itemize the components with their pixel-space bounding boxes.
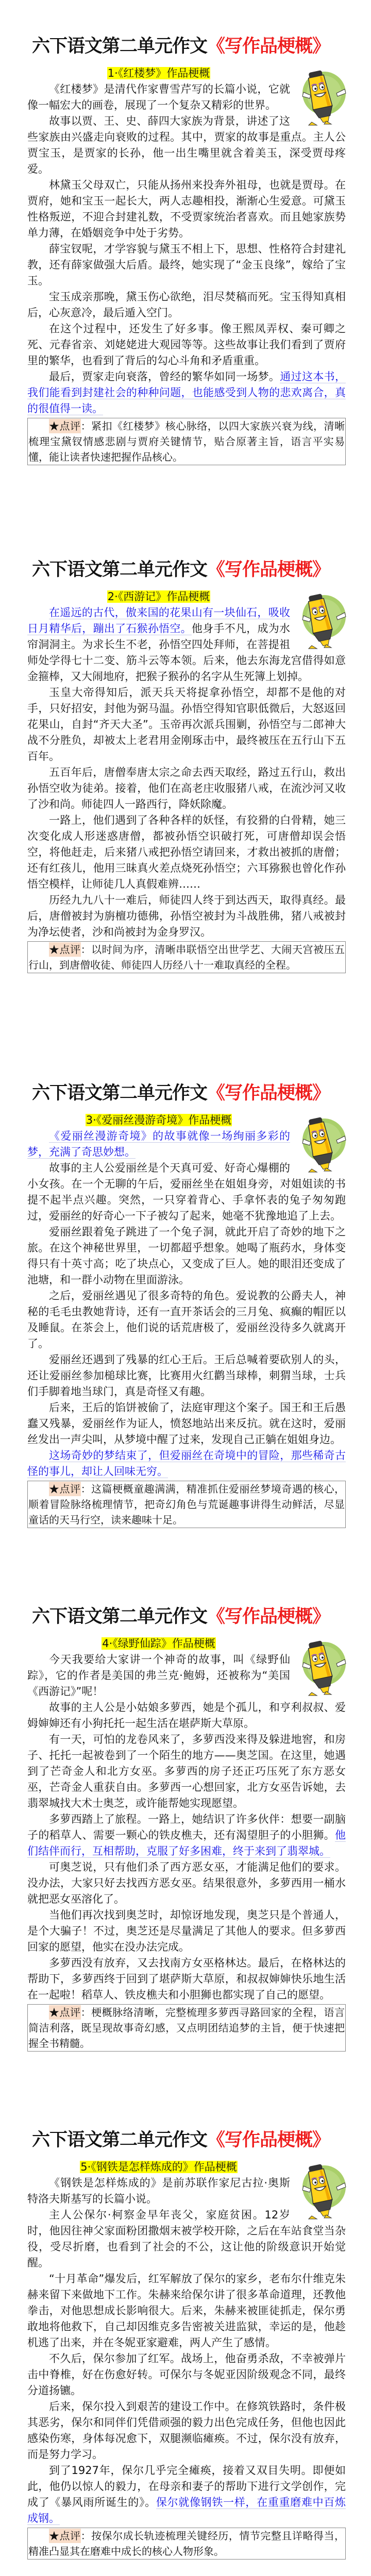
paragraph	[27, 321, 346, 369]
body-text: 后来，保尔投入到艰苦的建设工作中。在修筑铁路时，条件极其恶劣，保尔和同伴们凭借顽强的毅力出色完成任务，但他也因此感染伤寒，身体每况愈下，双腿濒临瘫痪。不过，保尔没有放弃，而是努力学习。	[27, 2400, 346, 2461]
paragraph	[27, 241, 346, 289]
paragraph	[27, 1955, 346, 2003]
summary-section	[0, 2094, 371, 2575]
emphasis-text: 这场奇妙的梦结束了，但爱丽丝在奇境中的冒险，那些稀奇古怪的事儿，却让人回味无穷。	[27, 1449, 346, 1478]
title-red: 《写作品梗概》	[207, 1083, 330, 1104]
body-text: 故事的主人公爱丽丝是个天真可爱、好奇心爆棚的小女孩。在一个无聊的午后，爱丽丝坐在姐姐身旁，对姐姐读的书提不起半点兴趣。突然，一只穿着背心、手拿怀表的兔子匆匆跑过，爱丽丝的好奇心一下子被勾了起来，她毫不犹豫地追了上去。	[27, 1162, 346, 1222]
comment-label: ★点评	[49, 2006, 81, 2019]
paragraph	[27, 685, 346, 765]
body-text: 爱丽丝跟着兔子跳进了一个兔子洞，就此开启了奇妙的地下之旅。在这个神秘世界里，一切都超乎想象。她喝了瓶药水，身体变得只有十英寸高；吃了块点心，又变成了巨人。她的眼泪还变成了池塘，和一群小动物在里面游泳。	[27, 1226, 346, 1286]
body-text: 不久后，保尔参加了红军。战场上，他奋勇杀敌，不幸被弹片击中脊椎，好在伤愈好转。可保尔与冬妮亚因阶级观念不同，最终分道扬镳。	[27, 2352, 346, 2397]
page-title	[0, 1083, 371, 1104]
comment-label: ★点评	[49, 420, 81, 432]
page-title	[0, 560, 371, 580]
comment-box	[27, 1481, 346, 1528]
title-black: 六下语文第二单元作文	[31, 1606, 207, 1627]
paragraph	[27, 1700, 346, 1732]
comment-colon: ：	[80, 2006, 92, 2019]
body-text: 玉皇大帝得知后，派天兵天将捉拿孙悟空，却都不是他的对手，只好招安，封他为弼马温。孙悟空得知官职低微后，大怒返回花果山，自封“齐天大圣”。玉帝再次派兵围剿，孙悟空与二郎神大战不分胜负，却被太上老君用金刚琢击中，最终被压在五行山下五百年。	[27, 686, 346, 762]
paragraph	[27, 1859, 346, 1907]
body-text: 最后，贾家走向衰落，曾经的繁华如同一场梦。	[49, 370, 280, 383]
body-text: 可奥芝说，只有他们杀了西方恶女巫，才能满足他们的要求。没办法，大家只好去找西方恶女巫。结果很意外，多萝西用一桶水就把恶女巫溶化了。	[27, 1861, 346, 1905]
highlighter-mascot-icon	[296, 590, 348, 651]
comment-label: ★点评	[49, 943, 81, 956]
subtitle-text: 2·《西游记》作品梗概	[107, 590, 210, 603]
paragraph	[27, 1288, 346, 1352]
title-red: 《写作品梗概》	[207, 1606, 330, 1627]
comment-colon: ：	[80, 420, 92, 432]
comment-text: 紧扣《红楼梦》核心脉络，以四大家族兴衰为线，清晰梳理宝黛钗情感悲剧与贾府关键情节，贴合原著主旨，语言平实易懂，能让读者快速把握作品核心。	[28, 420, 345, 463]
summary-section	[0, 523, 371, 1047]
body-text: 爱丽丝还遇到了残暴的红心王后。王后总喊着要砍别人的头，还让爱丽丝参加槌球比赛，比赛用火红鹳当球棒，刺猬当球，士兵们手脚着地当球门，真是奇怪又有趣。	[27, 1353, 346, 1398]
emphasis-text: 《爱丽丝漫游奇境》的故事就像一场绚丽多彩的梦，充满了奇思妙想。	[27, 1130, 290, 1158]
paragraph	[27, 1811, 346, 1859]
paragraph	[27, 2351, 346, 2399]
body-text: 多萝西踏上了旅程。一路上，她结识了许多伙伴：想要一副脑子的稻草人、需要一颗心的铁皮樵夫，还有渴望胆子的小胆狮。	[27, 1813, 346, 1841]
highlighter-mascot-icon	[296, 1113, 348, 1174]
highlighter-mascot-icon	[296, 66, 348, 127]
paragraph	[27, 765, 346, 812]
comment-colon: ：	[80, 2530, 92, 2542]
summary-section	[0, 1047, 371, 1570]
body-text: 后来，王后的馅饼被偷了，法庭审理这个案子。国王和王后愚蠢又残暴，爱丽丝作为证人，愤怒地站出来反抗。就在这时，爱丽丝发出一声尖叫，从梦境中醒了过来，发现自己正躺在姐姐身边。	[27, 1401, 346, 1446]
title-black: 六下语文第二单元作文	[31, 2130, 207, 2150]
title-black: 六下语文第二单元作文	[31, 560, 207, 580]
comment-box	[27, 2528, 346, 2560]
title-black: 六下语文第二单元作文	[31, 36, 207, 57]
comment-box	[27, 2004, 346, 2052]
section-content	[27, 2159, 346, 2560]
paragraph	[27, 2271, 346, 2351]
paragraph	[27, 1352, 346, 1400]
title-black: 六下语文第二单元作文	[31, 1083, 207, 1104]
paragraph	[27, 1400, 346, 1448]
page-title	[0, 1606, 371, 1627]
title-red: 《写作品梗概》	[207, 560, 330, 580]
paragraph	[27, 177, 346, 241]
subtitle-text: 1·《红楼梦》作品梗概	[107, 67, 210, 79]
paragraph	[27, 1732, 346, 1811]
summary-section	[0, 0, 371, 523]
emphasis-text: 他们结伴而行，互相帮助，克服了好多困难，终于来到了翡翠城。	[27, 1829, 346, 1857]
body-text: 主人公保尔·柯察金早年丧父，家庭贫困。12岁时，他因往神父家面粉团撒烟末被学校开除，之后在车站食堂当杂役，受尽折磨，也看到了社会的不公，这让他的阶级意识开始觉醒。	[27, 2209, 346, 2269]
highlighter-mascot-icon	[296, 2160, 348, 2221]
summary-section	[0, 1570, 371, 2094]
emphasis-text: 通过这本书，我们能看到封建社会的种种问题，也能感受到人物的悲欢离合，真的很值得一读。	[27, 370, 346, 415]
body-text: 之后，爱丽丝遇见了很多奇特的角色。爱说教的公爵夫人，神秘的毛毛虫教她背诗，还有一直开茶话会的三月兔、疯癫的帽匠以及睡鼠。在茶会上，他们说的话荒唐极了，爱丽丝没待多久就离开了。	[27, 1290, 346, 1350]
subtitle-text: 3·《爱丽丝漫游奇境》作品梗概	[86, 1114, 232, 1126]
body-text: 《钢铁是怎样炼成的》是前苏联作家尼古拉·奥斯特洛夫斯基写的长篇小说。	[27, 2177, 290, 2205]
comment-text: 以时间为序，清晰串联悟空出世学艺、大闹天宫被压五行山，到唐僧收徒、师徒四人历经八十一难取真经的全程。	[28, 943, 345, 971]
paragraph	[27, 1224, 346, 1288]
subtitle-text: 5·《钢铁是怎样炼成的》作品梗概	[80, 2161, 237, 2173]
page-title	[0, 2130, 371, 2150]
body-text: 故事以贾、王、史、薛四大家族为背景，讲述了这些家族由兴盛走向衰败的过程。其中，贾家的故事是重点。主人公贾宝玉，是贾家的长孙，他一出生嘴里就含着美玉，深受贾母疼爱。	[27, 115, 346, 175]
comment-label: ★点评	[49, 2530, 81, 2542]
emphasis-text: 保尔就像钢铁一样，在重重磨难中百炼成钢。	[27, 2496, 346, 2524]
comment-text: 梗概脉络清晰，完整梳理多萝西寻路回家的全程，语言简洁利落，既呈现故事奇幻感，又点明团结追梦的主旨，便于快速把握全书精髓。	[28, 2006, 345, 2049]
comment-label: ★点评	[49, 1483, 81, 1495]
body-text: 宝玉成亲那晚，黛玉伤心欲绝，泪尽焚稿而死。宝玉得知真相后，心灰意冷，最后遁入空门。	[27, 291, 346, 319]
body-text: 有一天，可怕的龙卷风来了，多萝西没来得及躲进地窖，和房子、托托一起被卷到了一个陌生的地方——奥芝国。在这里，她遇到了芒奇金人和北方女巫。多萝西的房子还正巧压死了东方恶女巫，芒奇金人重获自由。多萝西一心想回家，北方女巫告诉她，去翡翠城找大术士奥芝，或许能帮她实现愿望。	[27, 1733, 346, 1809]
body-text: 五百年后，唐僧奉唐太宗之命去西天取经，路过五行山，救出孙悟空收为徒弟。接着，他们在高老庄收服猪八戒，在流沙河又收了沙和尚。师徒四人一路西行，降妖除魔。	[27, 766, 346, 810]
body-text: 到了1927年，保尔几乎完全瘫痪，接着又双目失明。即便如此，他仍以惊人的毅力，在母亲和妻子的帮助下进行文学创作，完成了《暴风雨所诞生的》。	[27, 2464, 346, 2509]
body-text: 一路上，他们遇到了各种各样的妖怪，有狡猾的白骨精，她三次变化成人形迷惑唐僧，都被孙悟空识破打死，可唐僧却误会悟空，将他赶走，后来猪八戒把孙悟空请回来，才救出被抓的唐僧；还有红孩儿，他用三昧真火差点烧死孙悟空；六耳猕猴也曾化作孙悟空模样，让师徒几人真假难辨……	[27, 814, 346, 890]
body-text: 故事的主人公是小姑娘多萝西，她是个孤儿，和亨利叔叔、爱姆婶婶还有小狗托托一起生活在堪萨斯大草原。	[27, 1701, 346, 1730]
paragraph	[27, 2463, 346, 2527]
comment-text: 按保尔成长轨迹梳理关键经历，情节完整且详略得当，精准凸显其在磨难中成长的核心人物形象。	[28, 2530, 345, 2557]
body-text: 多萝西没有放弃，又去找南方女巫格林达。最后，在格林达的帮助下，多萝西终于回到了堪萨斯大草原，和叔叔婶婶快乐地生活在一起啦！稻草人、铁皮樵夫和小胆狮也都实现了自己的愿望。	[27, 1957, 346, 2001]
paragraph	[27, 369, 346, 417]
comment-text: 这篇梗概童趣满满，精准抓住爱丽丝梦境奇遇的核心，顺着冒险脉络梳理情节，把奇幻角色与荒诞趣事讲得生动鲜活，尽显童话的天马行空，读来趣味十足。	[28, 1483, 345, 1526]
comment-colon: ：	[80, 1483, 92, 1495]
body-text: 他身手不凡，成为水帘洞洞主。为求长生不老，孙悟空四处拜师，在菩提祖师处学得七十二变、筋斗云等本领。后来，他去东海龙宫借得如意金箍棒，又大闹地府，把猴子猴孙的名字从生死簿上划掉。	[27, 622, 346, 683]
body-text: 林黛玉父母双亡，只能从扬州来投奔外祖母，也就是贾母。在贾府，她和宝玉一起长大，两人志趣相投，渐渐心生爱意。可黛玉性格叛逆，不迎合封建礼数，不受贾家统治者喜欢。而且她家族势单力薄，在婚姻竞争中处于劣势。	[27, 179, 346, 239]
comment-box	[27, 941, 346, 973]
paragraph	[27, 289, 346, 321]
comment-colon: ：	[80, 943, 92, 956]
section-content	[27, 65, 346, 465]
body-text: 今天我要给大家讲一个神奇的故事，叫《绿野仙踪》，它的作者是美国的弗兰克·鲍姆，还被称为“美国《西游记》”呢！	[27, 1653, 290, 1698]
section-content	[27, 589, 346, 973]
page-title	[0, 36, 371, 57]
body-text: 在这个过程中，还发生了好多事。像王熙凤弄权、秦可卿之死、元春省亲、刘姥姥进大观园等等。这些故事让我们看到了贾府里的繁华，也看到了背后的勾心斗角和矛盾重重。	[27, 323, 346, 367]
body-text: 当他们再次找到奥芝时，却惊讶地发现，奥芝只是个普通人，是个大骗子！不过，奥芝还是尽量满足了其他人的要求。但多萝西回家的愿望，他实在没办法完成。	[27, 1909, 346, 1953]
body-text: 历经九九八十一难后，师徒四人终于到达西天，取得真经。最后，唐僧被封为旃檀功德佛，孙悟空被封为斗战胜佛，猪八戒被封为净坛使者，沙和尚被封为金身罗汉。	[27, 894, 346, 938]
paragraph	[27, 2399, 346, 2463]
paragraph	[27, 892, 346, 940]
title-red: 《写作品梗概》	[207, 36, 330, 57]
comment-box	[27, 418, 346, 465]
paragraph	[27, 1907, 346, 1955]
paragraph	[27, 812, 346, 892]
body-text: 薛宝钗呢，才学容貌与黛玉不相上下，思想、性格符合封建礼教，还有薛家做强大后盾。最终，她实现了“金玉良缘”，嫁给了宝玉。	[27, 243, 346, 287]
highlighter-mascot-icon	[296, 1637, 348, 1698]
body-text: 《红楼梦》是清代作家曹雪芹写的长篇小说，它就像一幅宏大的画卷，展现了一个复杂又精彩的世界。	[27, 83, 290, 111]
body-text: “十月革命”爆发后，红军解放了保尔的家乡，老布尔什维克朱赫来留下来做地下工作。朱赫来给保尔讲了很多革命道理，还教他拳击，对他思想成长影响很大。后来，朱赫来被匪徒抓走，保尔勇敢地将他救下，自己却因维克多告密被关进监狱，幸运的是，他趁机逃了出来，并在冬妮亚家避难，两人产生了感情。	[27, 2273, 346, 2349]
section-content	[27, 1636, 346, 2052]
title-red: 《写作品梗概》	[207, 2130, 330, 2150]
section-content	[27, 1112, 346, 1528]
emphasis-text: 在遥远的古代，傲来国的花果山有一块仙石，吸收日月精华后，蹦出了石猴孙悟空。	[27, 606, 290, 635]
subtitle-text: 4·《绿野仙踪》作品梗概	[102, 1637, 215, 1650]
paragraph	[27, 1448, 346, 1480]
